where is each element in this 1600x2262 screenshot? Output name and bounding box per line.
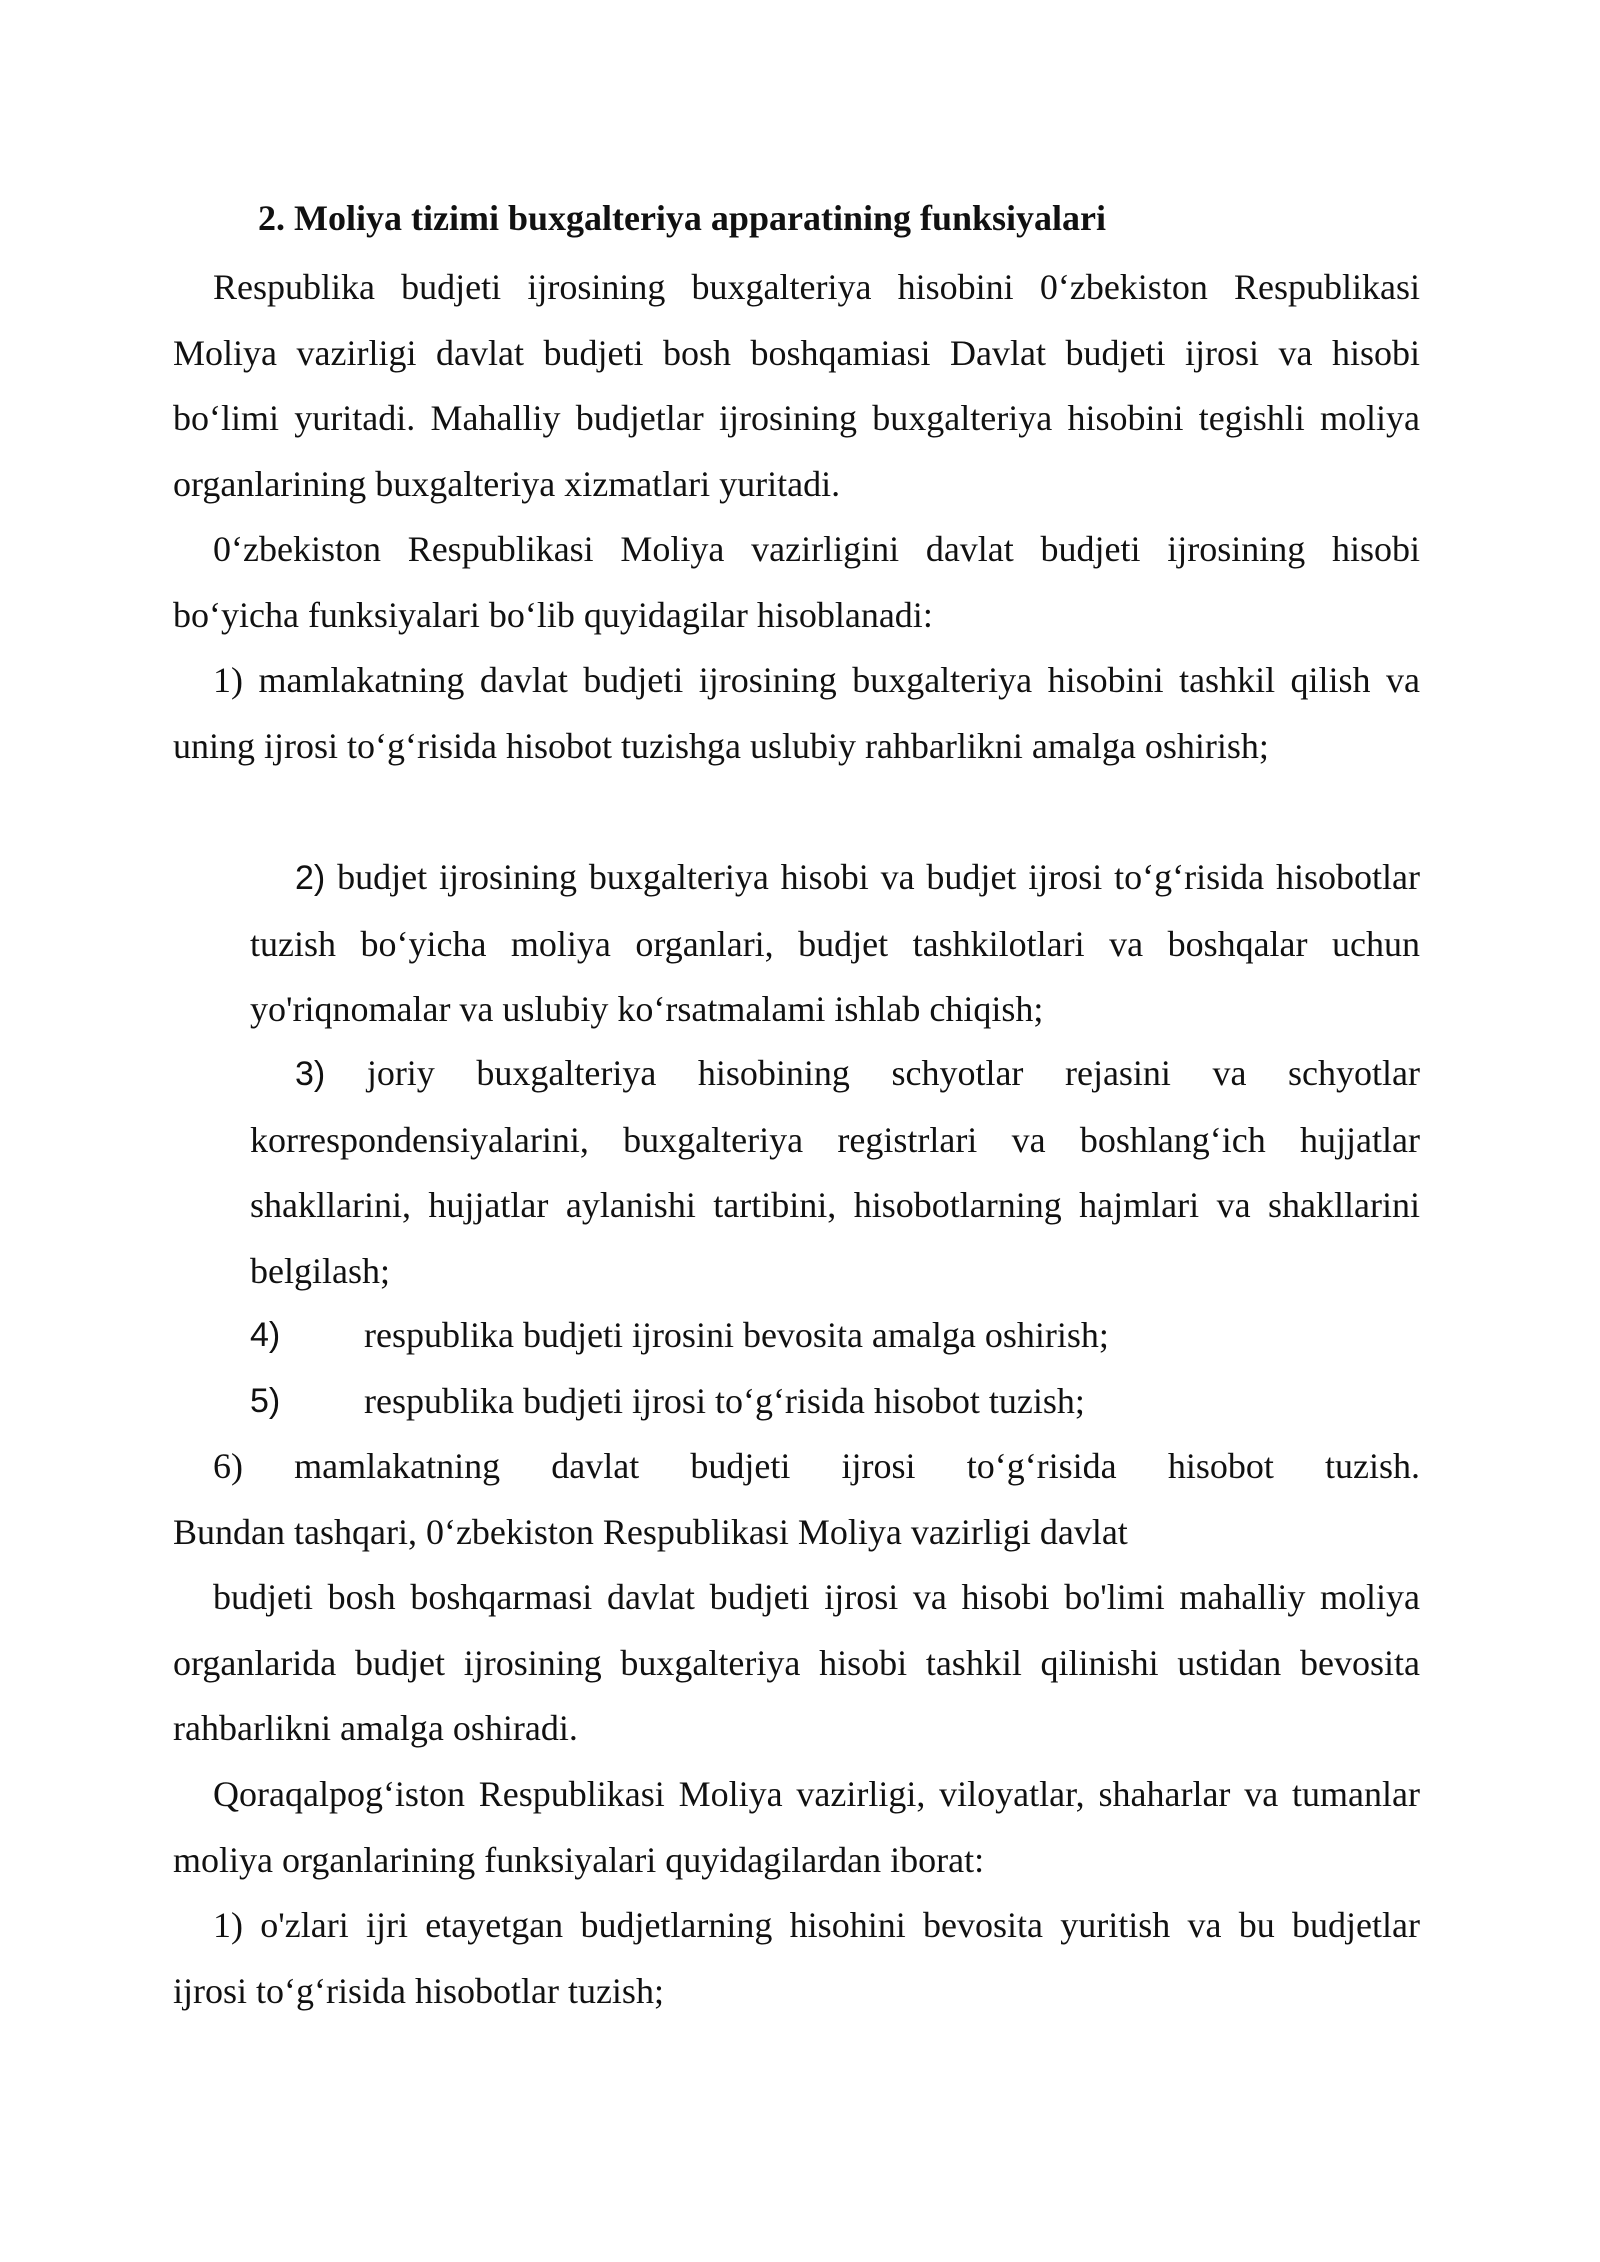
list-number: 2) <box>295 859 326 897</box>
paragraph-continuation-line: Bundan tashqari, 0‘zbekiston Respublikasi Moliya vazirligi davlat <box>173 1512 1128 1552</box>
paragraph-regional-item-1: 1) o'zlari ijri etayetgan budjetlarning hisohini bevosita yuritish va bu budjetlar ijrosi to‘g‘risida hisobotlar tuzish; <box>173 1905 1420 2011</box>
paragraph-functions-lead: 0‘zbekiston Respublikasi Moliya vazirligini davlat budjeti ijrosining hisobi bo‘yicha funksiyalari bo‘lib quyidagilar hisoblanadi: <box>173 529 1420 635</box>
section-heading: 2. Moliya tizimi buxgalteriya apparatining funksiyalari <box>258 198 1107 238</box>
list-item-6: 6) mamlakatning davlat budjeti ijrosi to‘g‘risida hisobot tuzish. <box>213 1446 1420 1486</box>
list-item-text: respublika budjeti ijrosi to‘g‘risida hisobot tuzish; <box>364 1381 1085 1421</box>
paragraph-supervision: budjeti bosh boshqarmasi davlat budjeti ijrosi va hisobi bo'limi mahalliy moliya organlarida budjet ijrosining buxgalteriya hisobi tashkil qilinishi ustidan bevosita rahbarlikni amalga oshiradi. <box>173 1577 1420 1748</box>
list-item-1: 1) mamlakatning davlat budjeti ijrosining buxgalteriya hisobini tashkil qilish va uning ijrosi to‘g‘risida hisobot tuzishga uslubiy rahbarlikni amalga oshirish; <box>173 660 1420 766</box>
paragraph-intro: Respublika budjeti ijrosining buxgalteriya hisobini 0‘zbekiston Respublikasi Moliya vazirligi davlat budjeti bosh boshqamiasi Davlat budjeti ijrosi va hisobi bo‘limi yuritadi. Mahalliy budjetlar ijrosining buxgalteriya hisobini tegishli moliya organlarining buxgalteriya xizmatlari yuritadi. <box>173 267 1420 504</box>
list-item-text: budjet ijrosining buxgalteriya hisobi va budjet ijrosi to‘g‘risida hisobotlar tuzish bo‘yicha moliya organlari, budjet tashkilotlari va boshqalar uchun yo'riqnomalar va uslubiy ko‘rsatmalami ishlab chiqish; <box>250 857 1421 1029</box>
list-number: 5) <box>250 1382 281 1420</box>
list-item-2 <box>250 845 1420 1043</box>
list-item-text: joriy buxgalteriya hisobining schyotlar rejasini va schyotlar korrespondensiyalarini, buxgalteriya registrlari va boshlang‘ich hujjatlar shakllarini, hujjatlar aylanishi tartibini, hisobotlarning hajmlari va shakllarini belgilash; <box>250 1053 1421 1291</box>
list-item-3 <box>250 1041 1420 1304</box>
paragraph-regional-functions: Qoraqalpog‘iston Respublikasi Moliya vazirligi, viloyatlar, shaharlar va tumanlar moliya organlarining funksiyalari quyidagilardan iborat: <box>173 1774 1420 1880</box>
list-number: 3) <box>295 1055 326 1093</box>
list-number: 4) <box>250 1316 281 1354</box>
list-item-text: respublika budjeti ijrosini bevosita amalga oshirish; <box>364 1315 1109 1355</box>
